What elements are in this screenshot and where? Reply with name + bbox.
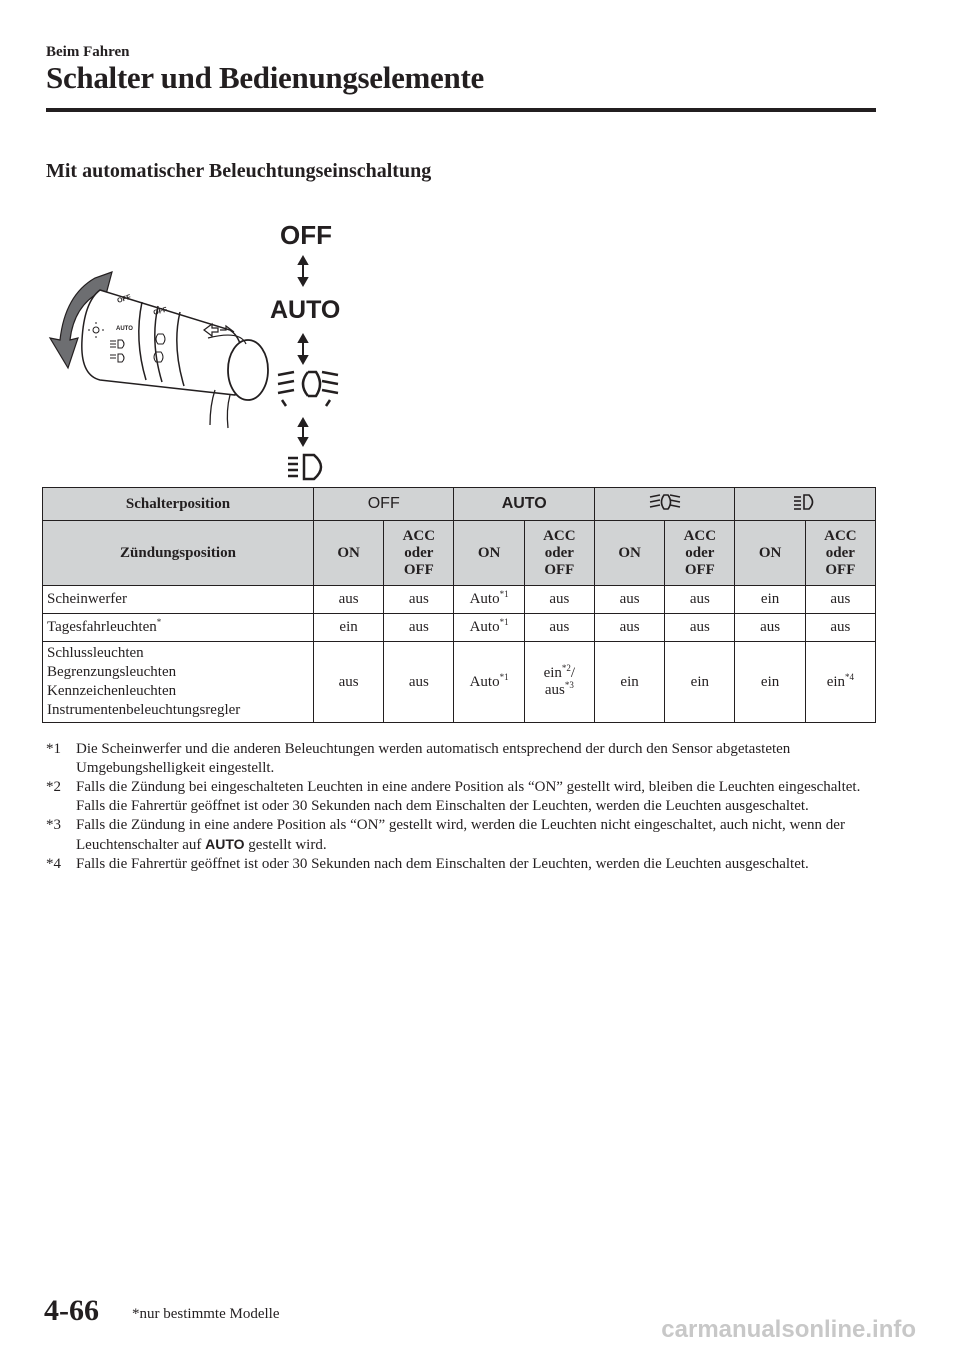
row-label: Scheinwerfer (43, 586, 314, 614)
table-cell: Auto$^{*1}$ (454, 586, 524, 614)
ignition-cell: ON (454, 521, 524, 586)
ignition-position-header: Zündungsposition (43, 521, 314, 586)
table-cell: ein$^{*4}$ (805, 642, 875, 723)
ignition-row (43, 521, 876, 586)
table-cell: ein (735, 586, 805, 614)
footnotes (46, 740, 886, 874)
table-cell: Auto$^{*1}$ (454, 642, 524, 723)
table-cell: ein (735, 642, 805, 723)
row-label: Tagesfahrleuchten* (43, 614, 314, 642)
position-low-beam-header (594, 488, 735, 521)
page-footnote: *nur bestimmte Modelle (132, 1306, 280, 1322)
figure-auto-label: AUTO (270, 296, 341, 324)
stalk-auto-label: AUTO (116, 326, 133, 332)
table-cell: aus (805, 614, 875, 642)
table-cell: aus (805, 586, 875, 614)
footnote-item: *2 Falls die Zündung bei eingeschalteten Leuchten in eine andere Position als “ON” gestellt wird, bleiben die Leuchten eingeschaltet. Falls die Fahrertür geöffnet ist oder 30 Sekunden nach dem Einschalten der Leuchten, werden die Leuchten ausgeschaltet. (46, 779, 861, 814)
page-title: Schalter und Bedienungselemente (46, 60, 484, 95)
switch-position-header: Schalterposition (43, 488, 314, 521)
row-label: Schlussleuchten Begrenzungsleuchten Kennzeichenleuchten Instrumentenbeleuchtungsregler (43, 642, 314, 723)
table-cell: aus (594, 614, 664, 642)
table-cell: aus (594, 586, 664, 614)
table-row (43, 614, 876, 642)
table-cell: ein (594, 642, 664, 723)
arrow-updown-icon (299, 419, 307, 445)
table-cell: aus (313, 642, 383, 723)
title-rule (46, 108, 876, 112)
position-off-header: OFF (313, 488, 454, 521)
position-light-header (735, 488, 876, 521)
table-cell: aus (665, 586, 735, 614)
table-cell: aus (313, 586, 383, 614)
footnote-item: *3 Falls die Zündung in eine andere Position als “ON” gestellt wird, werden die Leuchten nicht eingeschaltet, auch nicht, wenn der Leuchtenschalter auf AUTO gestellt wird. (46, 817, 845, 853)
page-number: 4-66 (44, 1294, 99, 1327)
table-cell: aus (384, 614, 454, 642)
table-row (43, 642, 876, 723)
subtitle: Mit automatischer Beleuchtungseinschaltung (46, 160, 432, 182)
ignition-cell: ACC oder OFF (805, 521, 875, 586)
position-auto-header: AUTO (454, 488, 595, 521)
inline-auto-label: AUTO (205, 836, 245, 852)
table-cell: aus (384, 642, 454, 723)
low-beam-icon (648, 493, 682, 511)
table-cell: aus (735, 614, 805, 642)
table-header-row (43, 488, 876, 521)
arrow-updown-icon (299, 335, 307, 363)
table-cell: ein$^{*2}$/ aus$^{*3}$ (524, 642, 594, 723)
table-cell: aus (384, 586, 454, 614)
table-cell: ein (665, 642, 735, 723)
table-cell: aus (524, 614, 594, 642)
table-row (43, 586, 876, 614)
ignition-cell: ACC oder OFF (524, 521, 594, 586)
ignition-cell: ON (735, 521, 805, 586)
table-cell: aus (665, 614, 735, 642)
position-light-icon (288, 455, 321, 479)
table-cell: aus (524, 586, 594, 614)
position-light-icon (792, 493, 818, 511)
stalk-off-label: OFF (116, 293, 132, 305)
switch-stalk (50, 272, 268, 428)
light-switch-figure (40, 210, 360, 485)
ignition-cell: ON (313, 521, 383, 586)
table-cell: ein (313, 614, 383, 642)
watermark: carmanualsonline.info (661, 1316, 916, 1343)
footnote-item: *4 Falls die Fahrertür geöffnet ist oder 30 Sekunden nach dem Einschalten der Leuchten, werden die Leuchten ausgeschaltet. (46, 856, 809, 872)
arrow-updown-icon (299, 257, 307, 285)
ignition-cell: ON (594, 521, 664, 586)
ignition-cell: ACC oder OFF (384, 521, 454, 586)
stalk-off-label: OFF (152, 306, 169, 317)
low-beam-icon (278, 372, 338, 406)
footnote-item: *1 Die Scheinwerfer und die anderen Beleuchtungen werden automatisch entsprechend der durch den Sensor abgetasteten Umgebungshelligkeit eingestellt. (46, 741, 791, 776)
figure-off-label: OFF (280, 220, 332, 250)
section-label: Beim Fahren (46, 44, 130, 60)
table-cell: Auto$^{*1}$ (454, 614, 524, 642)
light-status-table (42, 487, 876, 723)
ignition-cell: ACC oder OFF (665, 521, 735, 586)
